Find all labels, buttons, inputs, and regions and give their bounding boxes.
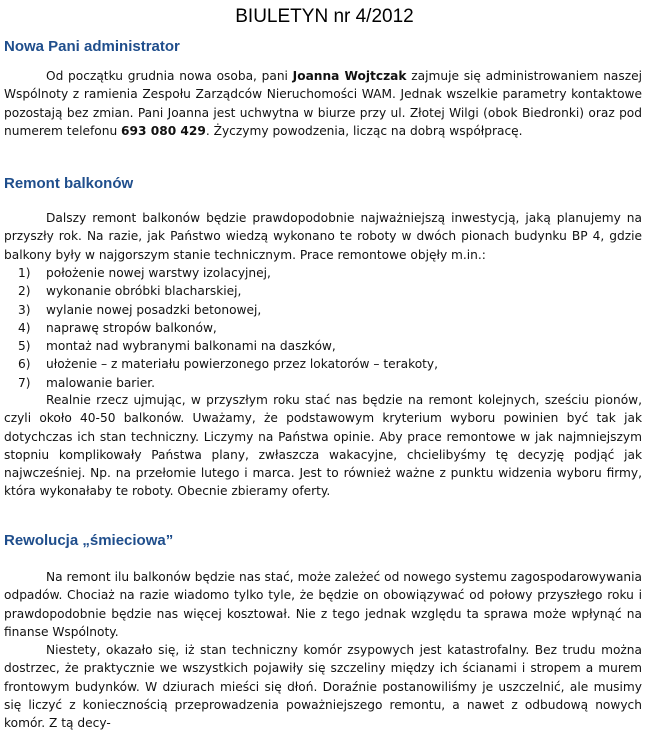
- list-item: 5) montaż nad wybranymi balkonami na daszków,: [18, 339, 336, 354]
- phone-number: 693 080 429: [121, 123, 206, 138]
- admin-text-part-3: . Życzymy powodzenia, licząc na dobrą współpracę.: [205, 123, 523, 138]
- balconies-intro-text: Dalszy remont balkonów będzie prawdopodobnie najważniejszą inwestycją, jaką planujemy na przyszły rok. Na razie, jak Państwo wiedzą wykonano te roboty w dwóch pionach budynku BP 4, gdzie balkony były w najgorszym stanie technicznym. Prace remontowe objęły m.in.:: [4, 211, 642, 262]
- waste-paragraph-1: [4, 568, 642, 641]
- balconies-plan-text: Realnie rzecz ujmując, w przyszłym roku stać nas będzie na remont kolejnych, sześciu pionów, czyli około 40-50 balkonów. Uważamy, że podstawowym kryterium wyboru powinien być tak jak dotychczas ich stan techniczny. Liczymy na Państwa opinie. Aby prace remontowe w jak najmniejszym stopniu komplikowały Państwa plany, zwłaszcza wakacyjne, chcielibyśmy tę decyzję podjąć jak najwcześniej. Np. na przełomie lutego i marca. Jest to również ważne z punktu widzenia wyboru firmy, która wykonałaby te roboty. Obecnie zbieramy oferty.: [4, 393, 642, 499]
- balconies-paragraph-2: [4, 391, 642, 501]
- section-heading-waste: Rewolucja „śmieciowa”: [4, 532, 174, 549]
- admin-text-part-1: Od początku grudnia nowa osoba, pani: [46, 69, 293, 83]
- list-item: 2) wykonanie obróbki blacharskiej,: [18, 284, 242, 299]
- renovation-list: [18, 264, 438, 392]
- administrator-paragraph: [4, 67, 642, 140]
- balconies-paragraph-1: [4, 209, 642, 264]
- waste-paragraph-2: [4, 641, 642, 732]
- list-item: 1) położenie nowej warstwy izolacyjnej,: [18, 266, 271, 280]
- admin-text-part-2: zajmuje się administrowaniem naszej Wspólnoty z ramienia Zespołu Zarządców Nieruchomości WAM. Jednak wszelkie parametry kontaktowe pozostają bez zmian. Pani Joanna jest uchwytna w biurze przy ul. Złotej Wilgi (obok Biedronki) oraz pod numerem telefonu: [4, 69, 643, 138]
- waste-intro-text: Na remont ilu balkonów będzie nas stać, może zależeć od nowego systemu zagospodarowywania odpadów. Chociaż na razie wiadomo tylko tyle, że będzie on obowiązywać od połowy przyszłego roku i prawdopodobnie będzie nas więcej kosztował. Nie z tego jednak względu ta sprawa może wpłynąć na finanse Wspólnoty.: [4, 570, 642, 639]
- section-heading-balconies: Remont balkonów: [4, 175, 134, 192]
- bulletin-title: BIULETYN nr 4/2012: [235, 6, 414, 27]
- waste-chutes-text: Niestety, okazało się, iż stan techniczny komór zsypowych jest katastrofalny. Bez trudu można dostrzec, że praktycznie we wszystkich pojawiły się szczeliny między ich ścianami i stropem a murem frontowym budynków. W dziurach mieści się dłoń. Doraźnie postanowiliśmy je uszczelnić, ale musimy się liczyć z koniecznością przeprowadzenia poważniejszego remontu, a nawet z odbudową nowych komór. Z tą decy-: [4, 643, 642, 731]
- list-item: 7) malowanie barier.: [18, 375, 155, 390]
- administrator-name: Joanna Wojtczak: [292, 69, 407, 83]
- list-item: 3) wylanie nowej posadzki betonowej,: [18, 302, 262, 317]
- list-item: 6) ułożenie – z materiału powierzonego przez lokatorów – terakoty,: [18, 357, 439, 372]
- section-heading-administrator: Nowa Pani administrator: [4, 38, 180, 55]
- list-item: 4) naprawę stropów balkonów,: [18, 320, 217, 335]
